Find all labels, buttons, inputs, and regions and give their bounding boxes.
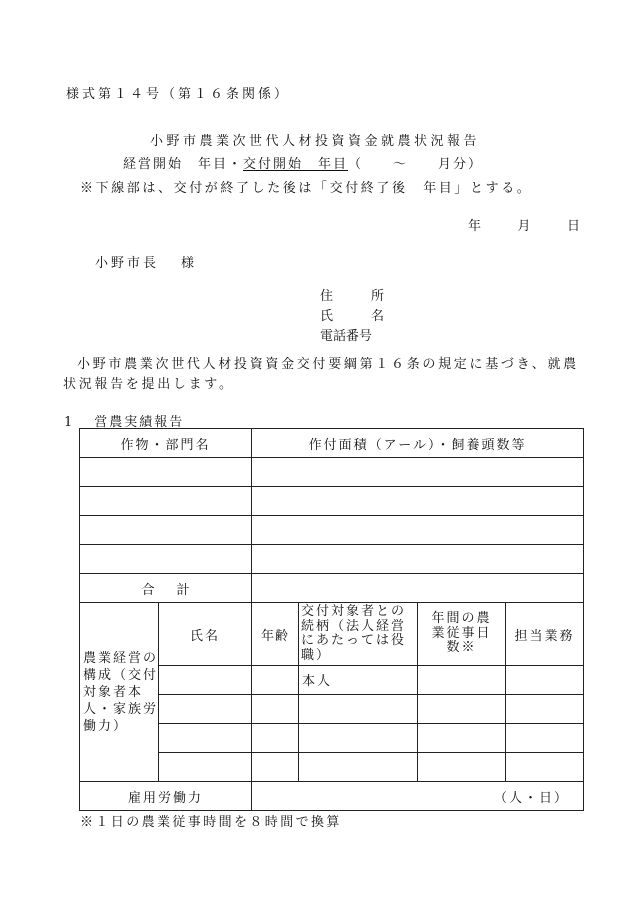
col-days-header: 年間の農業従事日数※: [418, 603, 506, 666]
body-text: 小野市農業次世代人材投資資金交付要綱第１６条の規定に基づき、就農状況報告を提出します。: [63, 357, 579, 392]
area-header: 作付面積（アール）・飼養頭数等: [252, 429, 584, 458]
table-row: [80, 516, 584, 545]
addressee-name: 小野市長: [95, 256, 160, 271]
period-text-2: （ ～ 月分）: [348, 157, 484, 172]
date-day: 日: [566, 219, 580, 234]
section-number: 1: [64, 415, 75, 430]
crop-cell[interactable]: [80, 545, 252, 574]
date-month: 月: [517, 219, 531, 234]
period-underlined-text: 交付開始 年目: [243, 157, 349, 172]
document-title: 小野市農業次世代人材投資資金就農状況報告: [149, 134, 480, 149]
applicant-block: [320, 287, 384, 347]
member-duty-cell[interactable]: [506, 724, 584, 753]
col-relation-header: 交付対象者との続柄（法人経営にあたっては役職）: [299, 603, 418, 666]
member-duty-cell[interactable]: [506, 666, 584, 695]
underline-note: ※下線部は、交付が終了した後は「交付終了後 年目」とする。: [80, 181, 533, 196]
member-name-cell[interactable]: [159, 695, 252, 724]
addressee-honorific: 様: [181, 256, 198, 271]
member-relation-cell[interactable]: [299, 724, 418, 753]
table-row: [80, 458, 584, 487]
member-duty-cell[interactable]: [506, 753, 584, 782]
section-heading: 営農実績報告: [94, 415, 185, 430]
total-label: 合 計: [80, 574, 252, 603]
area-cell[interactable]: [252, 516, 584, 545]
member-name-cell[interactable]: [159, 753, 252, 782]
period-text-1: 経営開始 年目・: [123, 157, 244, 172]
member-age-cell[interactable]: [252, 724, 299, 753]
applicant-phone-label: 電話番号: [320, 329, 373, 344]
area-cell[interactable]: [252, 545, 584, 574]
member-relation-cell[interactable]: [299, 695, 418, 724]
member-days-cell[interactable]: [418, 724, 506, 753]
total-value-cell[interactable]: [252, 574, 584, 603]
member-days-cell[interactable]: [418, 753, 506, 782]
table-row: [80, 487, 584, 516]
member-name-cell[interactable]: [159, 666, 252, 695]
farming-report-table: [79, 428, 584, 811]
member-days-cell[interactable]: [418, 666, 506, 695]
col-duty-header: 担当業務: [506, 603, 584, 666]
member-days-cell[interactable]: [418, 695, 506, 724]
crop-cell[interactable]: [80, 487, 252, 516]
col-name-header: 氏名: [159, 603, 252, 666]
area-cell[interactable]: [252, 458, 584, 487]
area-cell[interactable]: [252, 487, 584, 516]
table-row: [80, 545, 584, 574]
form-number: 様式第１４号（第１６条関係）: [66, 87, 291, 102]
crop-cell[interactable]: [80, 516, 252, 545]
report-period-line: [123, 153, 483, 172]
self-relation-cell: 本人: [299, 666, 418, 695]
crop-header: 作物・部門名: [80, 429, 252, 458]
applicant-name-label: 氏 名: [320, 309, 384, 324]
col-age-header: 年齢: [252, 603, 299, 666]
date-year: 年: [468, 219, 482, 234]
member-age-cell[interactable]: [252, 753, 299, 782]
member-age-cell[interactable]: [252, 666, 299, 695]
date-line: [468, 215, 580, 234]
member-duty-cell[interactable]: [506, 695, 584, 724]
member-relation-cell[interactable]: [299, 753, 418, 782]
member-age-cell[interactable]: [252, 695, 299, 724]
hired-labor-label: 雇用労働力: [80, 782, 252, 811]
composition-label: 農業経営の構成（交付対象者本人・家族労働力）: [80, 603, 159, 782]
applicant-address-label: 住 所: [320, 289, 384, 304]
crop-cell[interactable]: [80, 458, 252, 487]
hired-labor-unit: （人・日）: [252, 782, 584, 811]
footnote: ※１日の農業従事時間を８時間で換算: [80, 815, 342, 830]
addressee: [95, 252, 197, 271]
member-name-cell[interactable]: [159, 724, 252, 753]
